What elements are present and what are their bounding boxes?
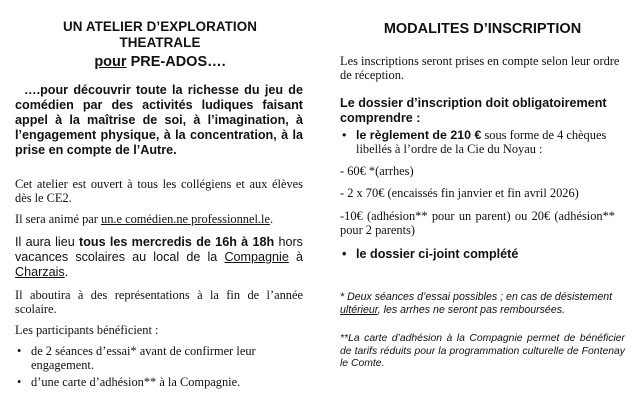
title-pour: pour (94, 54, 127, 70)
dossier-paragraph: Le dossier d’inscription doit obligatoirement comprendre : (340, 96, 607, 125)
reglement-bold: le règlement de 210 € (356, 128, 482, 142)
anime-paragraph (15, 212, 305, 226)
audience-line (15, 54, 305, 70)
title-line-2: THEATRALE (119, 35, 201, 50)
anime-after: . (269, 212, 274, 226)
lieu-compagnie: Compagnie (224, 250, 289, 264)
dossier-text: le dossier ci-joint complété (356, 247, 519, 261)
lieu-paragraph (15, 235, 303, 280)
line-60: - 60€ *(arrhes) (340, 164, 414, 178)
title-line-1: UN ATELIER D’EXPLORATION (62, 19, 258, 34)
benefit-2: d’une carte d’adhésion** à la Compagnie. (31, 375, 241, 389)
list-item (15, 344, 305, 372)
open-paragraph: Cet atelier est ouvert à tous les collégiens et aux élèves dès le CE2. (15, 177, 303, 205)
benefit-1: de 2 séances d’essai* avant de confirmer leur engagement. (31, 344, 256, 372)
note-essai (340, 291, 625, 317)
note1-start: * Deux séances d’essai possibles ; en cas de désistement (340, 291, 613, 303)
title-audience: PRE-ADOS…. (130, 54, 226, 70)
lieu-charzais: Charzais (15, 265, 65, 279)
bullet-icon: • (342, 128, 347, 142)
note1-underlined: ultérieur (340, 304, 378, 316)
reglement-rest: sous forme de 4 chèques libellés à l’ordre de la Cie du Noyau : (356, 128, 607, 156)
anime-before: Il sera animé par (15, 212, 102, 226)
benef-paragraph: Les participants bénéficient : (15, 323, 159, 337)
bullet-icon: • (17, 375, 22, 389)
dossier-item (340, 247, 625, 262)
lieu-mid: hors vacances scolaires au local de la (15, 235, 303, 264)
lieu-and: à (288, 250, 303, 264)
line-10: -10€ (adhésion** pour un parent) ou 20€ (adhésion** pour 2 parents) (340, 209, 615, 237)
note-adhesion (340, 333, 625, 371)
lieu-bold: tous les mercredis de 16h à 18h (79, 235, 275, 249)
line-70: - 2 x 70€ (encaissés fin janvier et fin avril 2026) (340, 186, 579, 200)
benefit-list (15, 344, 305, 389)
right-title: MODALITES D’INSCRIPTION (383, 21, 582, 37)
lieu-end: . (64, 265, 69, 279)
list-item (15, 375, 305, 389)
ordre-paragraph: Les inscriptions seront prises en compte selon leur ordre de réception. (340, 54, 620, 82)
repr-paragraph: Il aboutira à des représentations à la fin de l’année scolaire. (15, 288, 303, 316)
bullet-icon: • (342, 247, 347, 261)
left-title (15, 19, 305, 51)
anime-underlined: un.e comédien.ne professionnel.le (101, 212, 270, 226)
note1-end: , les arrhes ne seront pas remboursées. (377, 304, 565, 316)
reglement-item (340, 128, 625, 156)
intro-paragraph: ….pour découvrir toute la richesse du jeu de comédien par des activités ludiques faisant appel à la maîtrise de soi, à l’imagination, à l’engagement physique, à la concentration, à la prise en compte de l’Autre. (15, 83, 303, 157)
bullet-icon: • (17, 344, 22, 358)
note2-prefix: ** (340, 333, 349, 344)
lieu-start: Il aura lieu (15, 235, 79, 249)
note2-text: La carte d’adhésion à la Compagnie permet de bénéficier de tarifs réduits pour la programmation culturelle de Fontenay le Comte. (340, 333, 625, 369)
